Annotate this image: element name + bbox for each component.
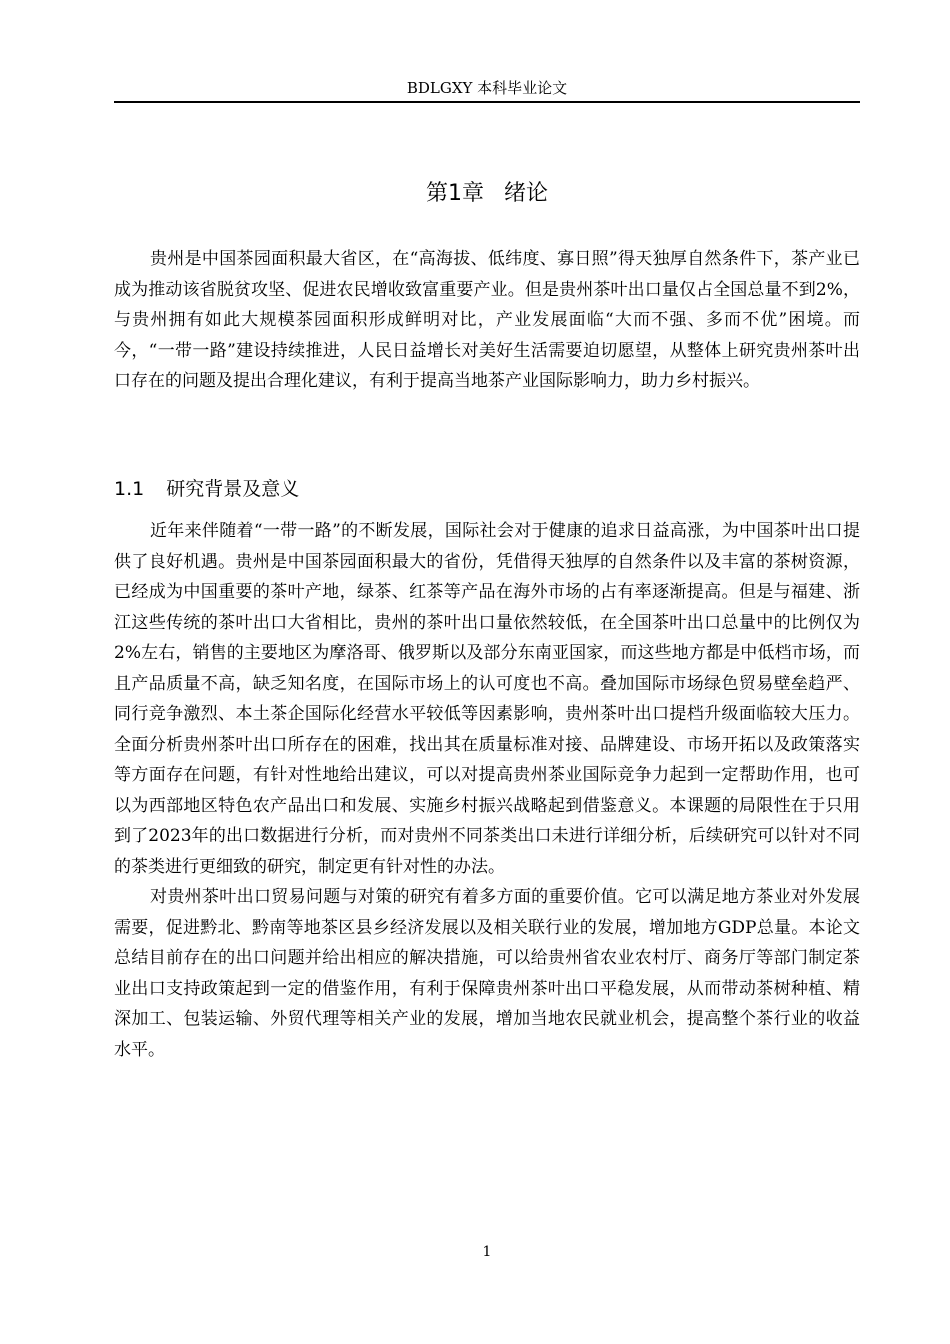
section-paragraph-2: 对贵州茶叶出口贸易问题与对策的研究有着多方面的重要价值。它可以满足地方茶业对外发展需要，促进黔北、黔南等地茶区县乡经济发展以及相关联行业的发展，增加地方GDP总量。本论文总结目前存在的出口问题并给出相应的解决措施，可以给贵州省农业农村厅、商务厅等部门制定茶业出口支持政策起到一定的借鉴作用，有利于保障贵州茶叶出口平稳发展，从而带动茶树种植、精深加工、包装运输、外贸代理等相关产业的发展，增加当地农民就业机会，提高整个茶行业的收益水平。 [114,887,860,1060]
section-paragraph-1: 近年来伴随着“一带一路”的不断发展，国际社会对于健康的追求日益高涨，为中国茶叶出口提供了良好机遇。贵州是中国茶园面积最大的省份，凭借得天独厚的自然条件以及丰富的茶树资源，已经成为中国重要的茶叶产地，绿茶、红茶等产品在海外市场的占有率逐渐提高。但是与福建、浙江这些传统的茶叶出口大省相比，贵州的茶叶出口量依然较低，在全国茶叶出口总量中的比例仅为2%左右，销售的主要地区为摩洛哥、俄罗斯以及部分东南亚国家，而这些地方都是中低档市场，而且产品质量不高，缺乏知名度，在国际市场上的认可度也不高。叠加国际市场绿色贸易壁垒趋严、同行竞争激烈、本土茶企国际化经营水平较低等因素影响，贵州茶叶出口提档升级面临较大压力。全面分析贵州茶叶出口所存在的困难，找出其在质量标准对接、品牌建设、市场开拓以及政策落实等方面存在问题，有针对性地给出建议，可以对提高贵州茶业国际竞争力起到一定帮助作用，也可以为西部地区特色农产品出口和发展、实施乡村振兴战略起到借鉴意义。本课题的局限性在于只用到了2023年的出口数据进行分析，而对贵州不同茶类出口未进行详细分析，后续研究可以针对不同的茶类进行更细致的研究，制定更有针对性的办法。 [114,521,860,877]
chapter-number: 第1章 [425,181,484,206]
intro-block [114,244,860,397]
section-title: 研究背景及意义 [166,478,300,500]
running-header: BDLGXY 本科毕业论文 [406,79,568,97]
section-number: 1.1 [114,478,145,500]
header-rule [114,101,860,103]
chapter-name: 绪论 [503,181,548,206]
section-body [114,516,860,1065]
page-number: 1 [482,1244,492,1260]
intro-paragraph: 贵州是中国茶园面积最大省区，在“高海拔、低纬度、寡日照”得天独厚自然条件下，茶产业已成为推动该省脱贫攻坚、促进农民增收致富重要产业。但是贵州茶叶出口量仅占全国总量不到2%，与贵州拥有如此大规模茶园面积形成鲜明对比，产业发展面临“大而不强、多而不优”困境。而今，“一带一路”建设持续推进，人民日益增长对美好生活需要迫切愿望，从整体上研究贵州茶叶出口存在的问题及提出合理化建议，有利于提高当地茶产业国际影响力，助力乡村振兴。 [114,249,860,391]
section-heading [114,474,860,504]
chapter-title [114,178,860,210]
